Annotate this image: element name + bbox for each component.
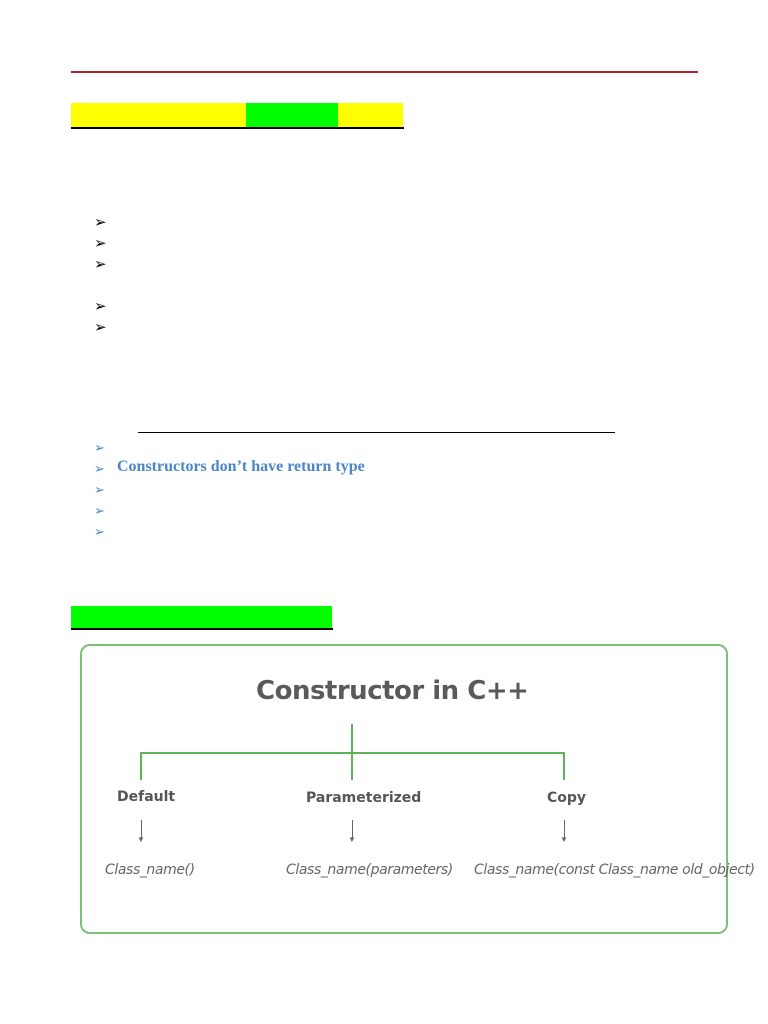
branch-label-default: Default [117, 789, 176, 805]
arrowhead-bullet-icon: ➢ [94, 524, 105, 539]
syntax-parameterized: Class_name(parameters) [286, 862, 453, 878]
arrowhead-bullet-icon: ➢ [94, 503, 105, 518]
arrowhead-bullet-icon: ➢ [94, 461, 105, 476]
branch-label-copy: Copy [547, 790, 587, 806]
arrowhead-bullet-icon: ➢ [94, 320, 107, 336]
diagram-branch-right [563, 752, 565, 780]
heading-highlight-green [246, 103, 338, 128]
bullet-text-return-type: Constructors don’t have return type [117, 458, 365, 475]
syntax-copy: Class_name(const Class_name old_object) [474, 862, 755, 878]
arrowhead-bullet-icon: ➢ [94, 236, 107, 252]
highlighted-heading [71, 103, 403, 128]
arrowhead-bullet-icon: ➢ [94, 299, 107, 315]
down-arrow-icon: ▼ [560, 835, 568, 844]
subheading-underline [71, 628, 333, 630]
arrowhead-bullet-icon: ➢ [94, 215, 107, 231]
diagram-branch-left [140, 752, 142, 780]
arrowhead-bullet-icon: ➢ [94, 257, 107, 273]
highlighted-subheading [71, 606, 332, 630]
heading-highlight-yellow [71, 103, 246, 128]
heading-highlight-yellow-end [338, 103, 403, 128]
branch-label-parameterized: Parameterized [306, 790, 422, 806]
diagram-branch-line [140, 752, 565, 754]
syntax-default: Class_name() [105, 862, 195, 878]
arrowhead-bullet-icon: ➢ [94, 482, 105, 497]
arrowhead-bullet-icon: ➢ [94, 440, 105, 455]
header-rule [71, 71, 698, 73]
down-arrow-icon: ▼ [137, 835, 145, 844]
section-underline [138, 432, 615, 433]
heading-underline [71, 127, 404, 129]
diagram-title: Constructor in C++ [256, 676, 529, 706]
down-arrow-icon: ▼ [348, 835, 356, 844]
